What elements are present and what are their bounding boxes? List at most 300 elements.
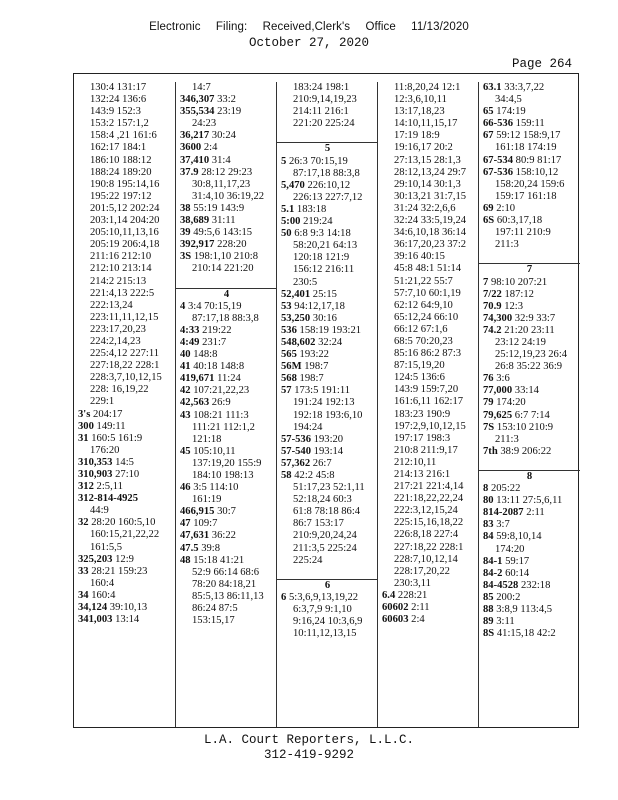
index-entry bbox=[479, 568, 580, 580]
index-references: 160:5 161:9 bbox=[91, 432, 143, 444]
index-term: 37.9 bbox=[180, 166, 199, 178]
index-entry bbox=[378, 542, 479, 554]
footer-phone: 312-419-9292 bbox=[263, 748, 354, 762]
index-entry bbox=[479, 507, 580, 519]
index-term: 3's bbox=[78, 408, 91, 420]
index-entry bbox=[277, 216, 378, 228]
index-entry bbox=[277, 470, 378, 482]
index-references: 3:8,9 113:4,5 bbox=[496, 604, 553, 616]
index-entry bbox=[378, 276, 479, 288]
index-entry bbox=[378, 336, 479, 348]
index-column-3 bbox=[276, 82, 378, 727]
index-references: 41:15,18 42:2 bbox=[496, 628, 556, 640]
index-entry bbox=[479, 277, 580, 289]
index-entry bbox=[277, 446, 378, 458]
index-entry bbox=[277, 252, 378, 264]
index-references: 2:4 bbox=[411, 614, 425, 626]
index-references: 55:19 143:9 bbox=[193, 202, 245, 214]
index-entry bbox=[74, 203, 175, 215]
index-column-4 bbox=[377, 82, 479, 727]
index-entry bbox=[277, 118, 378, 130]
index-entry bbox=[378, 396, 479, 408]
index-references: 30:7 bbox=[217, 506, 236, 518]
index-references: 227:18,22 228:1 bbox=[394, 541, 464, 553]
index-entry bbox=[176, 506, 277, 518]
index-entry bbox=[378, 409, 479, 421]
index-references: 210:9,14,19,23 bbox=[293, 94, 357, 106]
index-entry bbox=[479, 215, 580, 227]
index-term: 60603 bbox=[382, 614, 409, 626]
index-references: 211:3 bbox=[495, 239, 519, 251]
index-entry bbox=[378, 227, 479, 239]
index-references: 111:21 112:1,2 bbox=[192, 421, 255, 433]
index-entry bbox=[74, 336, 175, 348]
index-references: 226:13 227:7,12 bbox=[293, 191, 363, 203]
index-entry bbox=[74, 348, 175, 360]
section-heading: 5 bbox=[277, 142, 378, 155]
index-entry bbox=[479, 301, 580, 313]
index-entry bbox=[378, 554, 479, 566]
index-term: 4 bbox=[180, 300, 186, 312]
index-term: 300 bbox=[78, 420, 94, 432]
index-entry bbox=[378, 469, 479, 481]
index-entry bbox=[378, 263, 479, 275]
index-references: 86:7 153:17 bbox=[293, 518, 344, 530]
index-references: 11:8,20,24 12:1 bbox=[394, 82, 461, 93]
index-term: 57,362 bbox=[281, 457, 311, 469]
index-references: 124:5 136:6 bbox=[394, 372, 445, 384]
index-entry bbox=[378, 215, 479, 227]
index-entry bbox=[74, 578, 175, 590]
index-entry bbox=[479, 167, 580, 179]
index-entry bbox=[176, 518, 277, 530]
index-references: 194:24 bbox=[293, 421, 323, 433]
index-entry bbox=[479, 251, 580, 263]
index-term: 50 bbox=[281, 228, 292, 240]
index-entry bbox=[277, 106, 378, 118]
index-term: 89 bbox=[483, 616, 494, 628]
index-references: 38:9 206:22 bbox=[500, 445, 552, 457]
index-entry bbox=[176, 106, 277, 118]
index-entry bbox=[378, 384, 479, 396]
index-references: 40:18 148:8 bbox=[193, 361, 245, 373]
index-references: 225:4,12 227:11 bbox=[90, 348, 160, 360]
index-entry bbox=[378, 481, 479, 493]
index-references: 2:10 bbox=[496, 202, 516, 214]
index-entry bbox=[74, 118, 175, 130]
index-term: 65 bbox=[483, 106, 494, 118]
index-term: 66-536 bbox=[483, 118, 514, 130]
index-entry bbox=[378, 251, 479, 263]
index-entry bbox=[277, 180, 378, 192]
index-term: 63.1 bbox=[483, 82, 502, 93]
index-references: 66:12 67:1,6 bbox=[394, 323, 448, 335]
index-entry bbox=[479, 410, 580, 422]
index-references: 26:8 35:22 36:9 bbox=[495, 361, 563, 373]
index-entry bbox=[479, 227, 580, 239]
index-references: 198:7 bbox=[299, 373, 324, 385]
index-references: 158:19 193:21 bbox=[299, 324, 362, 336]
index-references: 78:20 84:18,21 bbox=[192, 578, 257, 590]
index-term: 6S bbox=[483, 215, 495, 227]
index-term: 325,203 bbox=[78, 553, 113, 565]
index-references: 27:10 bbox=[115, 469, 140, 480]
index-entry bbox=[479, 616, 580, 628]
index-entry bbox=[74, 384, 175, 396]
index-entry bbox=[277, 567, 378, 579]
index-entry bbox=[378, 288, 479, 300]
index-term: 48 bbox=[180, 554, 191, 566]
index-entry bbox=[277, 168, 378, 180]
index-column-2 bbox=[175, 82, 277, 727]
index-references: 205:22 bbox=[490, 483, 521, 495]
index-references: 211:3 bbox=[495, 433, 519, 445]
index-references: 228:17,20,22 bbox=[394, 565, 450, 577]
index-column-5 bbox=[478, 82, 580, 727]
index-references: 12:3 bbox=[504, 300, 524, 312]
index-entry bbox=[74, 300, 175, 312]
index-entry bbox=[74, 421, 175, 433]
index-references: 159:17 161:18 bbox=[495, 190, 557, 202]
index-term: 8 bbox=[483, 483, 489, 495]
index-entry bbox=[277, 482, 378, 494]
index-references: 162:17 184:1 bbox=[90, 142, 147, 154]
index-references: 221:4,13 222:5 bbox=[90, 287, 155, 299]
index-references: 230:5 bbox=[293, 276, 318, 288]
index-references: 190:8 195:14,16 bbox=[90, 178, 160, 190]
index-term: 76 bbox=[483, 373, 494, 385]
index-references: 226:10,12 bbox=[307, 179, 351, 191]
index-references: 160:4 bbox=[90, 577, 115, 589]
index-entry bbox=[479, 130, 580, 142]
index-entry bbox=[74, 505, 175, 517]
index-entry bbox=[378, 566, 479, 578]
index-references: 210:9,20,24,24 bbox=[293, 530, 357, 542]
index-references: 212:10,11 bbox=[394, 456, 437, 468]
index-references: 159:11 bbox=[515, 118, 545, 130]
index-entry bbox=[74, 227, 175, 239]
index-entry bbox=[74, 445, 175, 457]
index-references: 28:21 159:23 bbox=[91, 565, 148, 577]
index-references: 13:17,18,23 bbox=[394, 106, 445, 118]
stamp-received: Received,Clerk's bbox=[262, 21, 351, 33]
section-heading: 7 bbox=[479, 263, 580, 276]
index-entry bbox=[479, 592, 580, 604]
deposition-date: October 27, 2020 bbox=[248, 36, 370, 50]
index-term: 310,903 bbox=[78, 469, 113, 480]
index-term: 346,307 bbox=[180, 94, 215, 106]
index-references: 211:3,5 225:24 bbox=[293, 542, 357, 554]
page-number: Page 264 bbox=[511, 57, 572, 71]
index-entry bbox=[176, 349, 277, 361]
index-entry bbox=[277, 397, 378, 409]
index-entry bbox=[479, 531, 580, 543]
index-references: 34:6,10,18 36:14 bbox=[394, 227, 467, 239]
index-entry bbox=[479, 289, 580, 301]
index-entry bbox=[277, 301, 378, 313]
index-references: 87:17,18 88:3,8 bbox=[293, 167, 360, 179]
index-entry bbox=[378, 445, 479, 457]
index-entry bbox=[479, 519, 580, 531]
index-references: 3:4 70:15,19 bbox=[187, 300, 242, 312]
index-term: 3S bbox=[180, 251, 192, 263]
index-entry bbox=[378, 578, 479, 590]
index-term: 7S bbox=[483, 421, 495, 433]
index-term: 3600 bbox=[180, 142, 202, 154]
index-references: 6:7 7:14 bbox=[514, 409, 550, 421]
index-entry bbox=[176, 276, 277, 288]
index-entry bbox=[277, 592, 378, 604]
index-references: 28:20 160:5,10 bbox=[91, 517, 156, 529]
index-entry bbox=[277, 494, 378, 506]
index-entry bbox=[479, 313, 580, 325]
index-references: 39:16 40:15 bbox=[394, 251, 445, 263]
index-entry bbox=[378, 191, 479, 203]
index-entry bbox=[378, 602, 479, 614]
index-entry bbox=[176, 142, 277, 154]
index-references: 3:6 bbox=[496, 373, 510, 385]
index-references: 59:8,10,14 bbox=[496, 531, 542, 543]
index-term: 67 bbox=[483, 130, 494, 142]
index-entry bbox=[378, 203, 479, 215]
index-references: 158:10,12 bbox=[515, 166, 559, 178]
index-references: 173:5 191:11 bbox=[294, 385, 351, 397]
index-references: 26:7 bbox=[312, 457, 332, 469]
index-entry bbox=[277, 130, 378, 142]
index-references: 201:5,12 202:24 bbox=[90, 202, 160, 214]
index-term: 56M bbox=[281, 361, 302, 373]
index-term: 39 bbox=[180, 227, 191, 239]
index-term: 7 bbox=[483, 276, 489, 288]
index-term: 5,470 bbox=[281, 179, 305, 191]
index-references: 60:14 bbox=[505, 567, 530, 579]
index-entry bbox=[378, 179, 479, 191]
index-references: 160:15,21,22,22 bbox=[90, 529, 160, 541]
index-term: 4:49 bbox=[180, 336, 200, 348]
index-entry bbox=[277, 434, 378, 446]
index-entry bbox=[176, 470, 277, 482]
index-entry bbox=[74, 590, 175, 602]
index-entry bbox=[479, 239, 580, 251]
index-term: 568 bbox=[281, 373, 297, 385]
index-references: 214:13 216:1 bbox=[394, 469, 451, 480]
index-entry bbox=[74, 106, 175, 118]
index-references: 203:1,14 204:20 bbox=[90, 215, 160, 227]
index-entry bbox=[378, 118, 479, 130]
index-references: 5:3,6,9,13,19,22 bbox=[288, 591, 359, 603]
index-term: 45 bbox=[180, 445, 191, 457]
index-entry bbox=[378, 82, 479, 94]
index-entry bbox=[378, 590, 479, 602]
index-references: 33:2 bbox=[217, 94, 236, 106]
index-term: 355,534 bbox=[180, 106, 215, 118]
index-entry bbox=[74, 542, 175, 554]
index-entry bbox=[176, 555, 277, 567]
index-entry bbox=[378, 94, 479, 106]
index-entry bbox=[479, 82, 580, 94]
index-term: 392,917 bbox=[180, 239, 215, 251]
index-references: 85:16 86:2 87:3 bbox=[394, 348, 462, 360]
index-entry bbox=[176, 373, 277, 385]
index-entry bbox=[479, 325, 580, 337]
index-entry bbox=[176, 251, 277, 263]
index-entry bbox=[277, 530, 378, 542]
index-entry bbox=[176, 263, 277, 275]
index-references: 193:22 bbox=[299, 349, 329, 361]
index-references: 36:22 bbox=[211, 530, 236, 542]
index-references: 193:20 bbox=[313, 433, 344, 445]
index-references: 205:19 206:4,18 bbox=[90, 239, 160, 251]
index-references: 49:5,6 143:15 bbox=[193, 227, 253, 239]
index-references: 225:24 bbox=[293, 554, 323, 566]
index-entry bbox=[378, 106, 479, 118]
index-references: 224:2,14,23 bbox=[90, 335, 141, 347]
index-term: 36,217 bbox=[180, 130, 210, 142]
index-entry bbox=[277, 361, 378, 373]
index-entry bbox=[277, 349, 378, 361]
index-entry bbox=[176, 543, 277, 555]
index-entry bbox=[176, 82, 277, 94]
section-heading: 8 bbox=[479, 470, 580, 483]
index-entry bbox=[74, 251, 175, 263]
index-entry bbox=[74, 276, 175, 288]
index-entry bbox=[74, 167, 175, 179]
index-entry bbox=[176, 215, 277, 227]
index-entry bbox=[74, 312, 175, 324]
index-entry bbox=[176, 591, 277, 603]
index-references: 32:24 33:5,19,24 bbox=[394, 215, 467, 227]
index-term: 52,401 bbox=[281, 288, 311, 300]
index-entry bbox=[176, 530, 277, 542]
index-references: 25:15 bbox=[312, 288, 337, 300]
index-entry bbox=[176, 446, 277, 458]
index-term: 38 bbox=[180, 202, 191, 214]
section-heading: 4 bbox=[176, 288, 277, 301]
index-term: 67-536 bbox=[483, 166, 514, 178]
index-references: 188:24 189:20 bbox=[90, 166, 152, 178]
index-entry bbox=[277, 422, 378, 434]
index-entry bbox=[74, 191, 175, 203]
index-entry bbox=[176, 410, 277, 422]
index-references: 59:17 bbox=[505, 555, 530, 567]
index-entry bbox=[479, 385, 580, 397]
index-term: 84-1 bbox=[483, 555, 503, 567]
index-references: 11:24 bbox=[217, 373, 241, 385]
index-references: 2:4 bbox=[203, 142, 218, 154]
index-references: 221:18,22,22,24 bbox=[394, 493, 464, 505]
index-entry bbox=[378, 239, 479, 251]
index-references: 44:9 bbox=[90, 505, 109, 517]
index-entry bbox=[277, 192, 378, 204]
index-references: 174:19 bbox=[496, 106, 526, 118]
index-term: 79,625 bbox=[483, 409, 513, 421]
index-references: 197:17 198:3 bbox=[394, 432, 451, 444]
index-references: 14:5 bbox=[115, 456, 134, 468]
index-entry bbox=[74, 324, 175, 336]
index-entry bbox=[74, 215, 175, 227]
index-references: 3:5 114:10 bbox=[193, 482, 239, 494]
index-entry bbox=[176, 239, 277, 251]
index-references: 87:17,18 88:3,8 bbox=[192, 312, 259, 324]
index-references: 226:8,18 227:4 bbox=[394, 529, 459, 541]
index-entry bbox=[277, 506, 378, 518]
index-references: 195:22 197:12 bbox=[90, 190, 152, 202]
index-term: 536 bbox=[281, 324, 297, 336]
index-entry bbox=[176, 325, 277, 337]
index-references: 214:2 215:13 bbox=[90, 275, 147, 287]
index-entry bbox=[479, 544, 580, 556]
index-references: 183:24 198:1 bbox=[293, 82, 350, 93]
index-references: 52:9 66:14 68:6 bbox=[192, 566, 260, 578]
index-entry bbox=[277, 555, 378, 567]
index-term: 83 bbox=[483, 519, 494, 531]
index-term: 34,124 bbox=[78, 602, 108, 614]
index-references: 214:11 216:1 bbox=[293, 106, 349, 118]
index-entry bbox=[277, 604, 378, 616]
index-references: 42:2 45:8 bbox=[294, 470, 335, 481]
index-references: 205:10,11,13,16 bbox=[90, 227, 159, 239]
index-entry bbox=[277, 156, 378, 168]
index-references: 30:16 bbox=[312, 312, 337, 324]
index-term: 74,300 bbox=[483, 312, 513, 324]
index-term: 312-814-4925 bbox=[78, 493, 139, 505]
index-references: 219:22 bbox=[202, 324, 232, 336]
index-references: 228:21 bbox=[397, 589, 428, 601]
index-entry bbox=[378, 614, 479, 626]
index-references: 68:5 70:20,23 bbox=[394, 335, 453, 347]
index-term: 31 bbox=[78, 432, 89, 444]
index-column-1 bbox=[74, 82, 175, 727]
index-references: 2:11 bbox=[411, 602, 430, 614]
index-references: 108:21 111:3 bbox=[193, 409, 249, 421]
index-term: 53,250 bbox=[281, 312, 311, 324]
stamp-filing: Filing: bbox=[215, 21, 248, 33]
index-entry bbox=[378, 457, 479, 469]
index-references: 228:7,10,12,14 bbox=[394, 553, 458, 565]
index-references: 186:10 188:12 bbox=[90, 154, 152, 166]
index-references: 31:4 bbox=[211, 154, 231, 166]
index-entry bbox=[378, 529, 479, 541]
index-references: 6:8 9:3 14:18 bbox=[294, 228, 351, 240]
index-entry bbox=[479, 458, 580, 470]
index-term: 47.5 bbox=[180, 542, 199, 554]
index-references: 217:21 221:4,14 bbox=[394, 481, 464, 493]
index-references: 183:23 190:9 bbox=[394, 408, 451, 420]
index-entry bbox=[74, 493, 175, 505]
index-references: 3:7 bbox=[496, 519, 510, 531]
index-references: 148:8 bbox=[193, 349, 218, 361]
index-references: 130:4 131:17 bbox=[90, 82, 147, 93]
index-entry bbox=[74, 82, 175, 94]
stamp-electronic: Electronic bbox=[149, 21, 201, 33]
index-term: 37,410 bbox=[180, 154, 210, 166]
index-references: 25:12,19,23 26:4 bbox=[495, 349, 568, 361]
index-entry bbox=[479, 495, 580, 507]
index-references: 19:16,17 20:2 bbox=[394, 142, 453, 154]
index-references: 45:8 48:1 51:14 bbox=[394, 263, 462, 275]
index-term: 57-536 bbox=[281, 433, 312, 445]
index-references: 60:3,17,18 bbox=[496, 215, 543, 227]
index-references: 161:18 174:19 bbox=[495, 142, 557, 154]
index-references: 58:20,21 64:13 bbox=[293, 240, 358, 252]
index-entry bbox=[378, 300, 479, 312]
index-references: 29:10,14 30:1,3 bbox=[394, 178, 461, 190]
index-term: 6.4 bbox=[382, 589, 396, 601]
index-references: 120:18 121:9 bbox=[293, 252, 350, 264]
index-entry bbox=[277, 240, 378, 252]
index-term: 85 bbox=[483, 591, 494, 603]
index-references: 174:20 bbox=[496, 397, 526, 409]
